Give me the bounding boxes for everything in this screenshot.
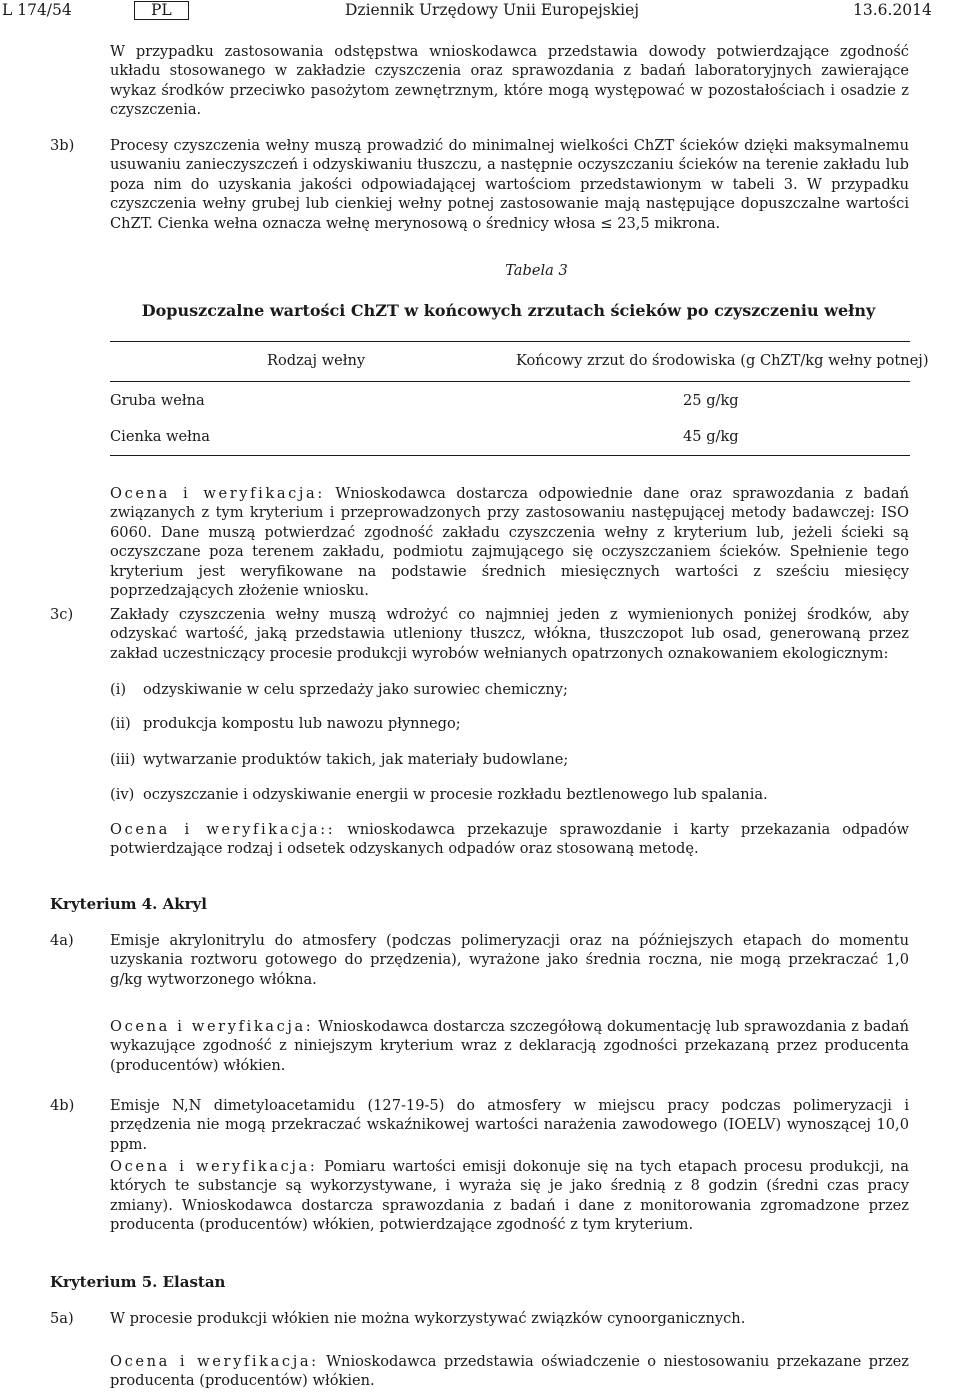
list-item-label: (iv) <box>110 786 135 803</box>
assessment-label: Ocena i weryfikacja: <box>110 1353 319 1370</box>
list-item-label: (i) <box>110 681 127 698</box>
section-4a-label: 4a) <box>50 932 74 949</box>
section-3b-text: Procesy czyszczenia wełny muszą prowadzić do minimalnej wielkości ChZT ścieków dzięki maksymalnemu usuwaniu zanieczyszczeń i odzyskiwaniu tłuszczu, a następnie oczyszczaniu ścieków na terenie zakładu lub poza nim do uzyskania jakości odpowiadającej wartościom przedstawionym w tabeli 3. W przypadku czyszczenia wełny grubej lub cienkiej wełny potnej zastosowanie mają następujące dopuszczalne wartości ChZT. Cienka wełna oznacza wełnę merynosową o średnicy włosa ≤ 23,5 mikrona. <box>110 137 909 232</box>
page-reference: L 174/54 <box>2 1 72 19</box>
publication-date: 13.6.2014 <box>853 1 932 19</box>
assessment-text: Wnioskodawca przedstawia oświadczenie o niestosowaniu przekazane przez producenta (producentów) włókien. <box>110 1353 909 1390</box>
assessment-text: Wnioskodawca dostarcza odpowiednie dane oraz sprawozdania z badań związanych z tym kryterium i przeprowadzonych przy zastosowaniu następującej metody badawczej: ISO 6060. Dane muszą potwierdzać zgodność zakładu czyszczenia wełny z kryterium lub, jeżeli ścieki są oczyszczane poza terenem zakładu, podmiotu zajmującego się oczyszczaniem ścieków. Spełnienie tego kryterium jest weryfikowane na podstawie średnich miesięcznych wartości z sześciu miesięcy poprzedzających złożenie wniosku. <box>110 485 909 600</box>
list-item-text: produkcja kompostu lub nawozu płynnego; <box>143 715 461 732</box>
criterion-5-heading: Kryterium 5. Elastan <box>50 1273 226 1291</box>
intro-paragraph: W przypadku zastosowania odstępstwa wnioskodawca przedstawia dowody potwierdzające zgodność układu stosowanego w zakładzie czyszczenia oraz sprawozdania z badań laboratoryjnych zawierające wykaz środków przeciwko pasożytom zewnętrznym, które mogą występować w pozostałościach i osadzie z czyszczenia. <box>110 43 909 119</box>
assessment-label: Ocena i weryfikacja: <box>110 1018 314 1035</box>
assessment-label: Ocena i weryfikacja: <box>110 485 325 502</box>
section-4a-text: Emisje akrylonitrylu do atmosfery (podczas polimeryzacji oraz na późniejszych etapach do momentu uzyskania roztworu gotowego do przędzenia), wyrażone jako średnia roczna, nie mogą przekraczać 1,0 g/kg wytworzonego włókna. <box>110 932 909 988</box>
table-caption: Tabela 3 <box>505 262 568 279</box>
table-title: Dopuszczalne wartości ChZT w końcowych zrzutach ścieków po czyszczeniu wełny <box>141 301 876 320</box>
section-3b-label: 3b) <box>50 137 75 154</box>
list-item-label: (ii) <box>110 715 131 732</box>
section-4b-label: 4b) <box>50 1097 75 1114</box>
section-3c-assessment <box>110 820 909 859</box>
section-4b-text: Emisje N,N dimetyloacetamidu (127-19-5) do atmosfery w miejscu pracy podczas polimeryzacji i przędzenia nie mogą przekraczać wskaźnikowej wartości narażenia zawodowego (IOELV) wynoszącej 10,0 ppm. <box>110 1097 909 1153</box>
list-item-text: oczyszczanie i odzyskiwanie energii w procesie rozkładu beztlenowego lub spalania. <box>143 786 768 803</box>
list-item-label: (iii) <box>110 751 136 768</box>
table-header-rule <box>110 381 910 382</box>
table-row-fine-value: 45 g/kg <box>683 428 739 445</box>
table-bottom-rule <box>110 455 910 456</box>
assessment-text: Pomiaru wartości emisji dokonuje się na tych etapach procesu produkcji, na których te substancje są wykorzystywane, i wyraża się je jako średnią z 8 godzin (średni czas pracy zmiany). Wnioskodawca dostarcza sprawozdania z badań i dane z monitorowania zgromadzone przez producenta (producentów) włókien, potwierdzające zgodność z tym kryterium. <box>110 1158 909 1234</box>
list-item-text: wytwarzanie produktów takich, jak materiały budowlane; <box>143 751 569 768</box>
section-5a-assessment <box>110 1352 909 1391</box>
section-5a-label: 5a) <box>50 1310 74 1327</box>
list-item-text: odzyskiwanie w celu sprzedaży jako surowiec chemiczny; <box>143 681 568 698</box>
table-header-wool-type: Rodzaj wełny <box>267 352 366 369</box>
table-header-discharge: Końcowy zrzut do środowiska (g ChZT/kg wełny potnej) <box>516 352 929 369</box>
criterion-4-heading: Kryterium 4. Akryl <box>50 895 207 913</box>
section-3c-label: 3c) <box>50 606 74 623</box>
section-3b-assessment <box>110 484 909 600</box>
table-row-fine-type: Cienka wełna <box>110 428 211 445</box>
table-row-coarse-value: 25 g/kg <box>683 392 739 409</box>
assessment-label: Ocena i weryfikacja: <box>110 1158 318 1175</box>
section-3c-text: Zakłady czyszczenia wełny muszą wdrożyć co najmniej jeden z wymienionych poniżej środków, aby odzyskać wartość, jaką przedstawia utleniony tłuszcz, włókna, tłuszczopot lub osad, generowaną przez zakład uczestniczący procesie produkcji wyrobów wełnianych opatrzonych oznakowaniem ekologicznym: <box>110 606 909 662</box>
assessment-label: Ocena i weryfikacja:: <box>110 821 336 838</box>
assessment-text: Wnioskodawca dostarcza szczegółową dokumentację lub sprawozdania z badań wykazujące zgodność z niniejszym kryterium wraz z deklaracją zgodności przekazaną przez producenta (producentów) włókien. <box>110 1018 909 1074</box>
section-5a-text: W procesie produkcji włókien nie można wykorzystywać związków cynoorganicznych. <box>110 1310 746 1327</box>
journal-title: Dziennik Urzędowy Unii Europejskiej <box>345 1 640 19</box>
language-badge: PL <box>134 1 189 20</box>
section-4b-assessment <box>110 1157 909 1235</box>
section-4a-assessment <box>110 1017 909 1075</box>
table-top-rule <box>110 341 910 342</box>
assessment-text: wnioskodawca przekazuje sprawozdanie i karty przekazania odpadów potwierdzające rodzaj i odsetek odzyskanych odpadów oraz stosowaną metodę. <box>110 821 910 858</box>
page-header <box>0 0 960 24</box>
table-row-coarse-type: Gruba wełna <box>110 392 205 409</box>
